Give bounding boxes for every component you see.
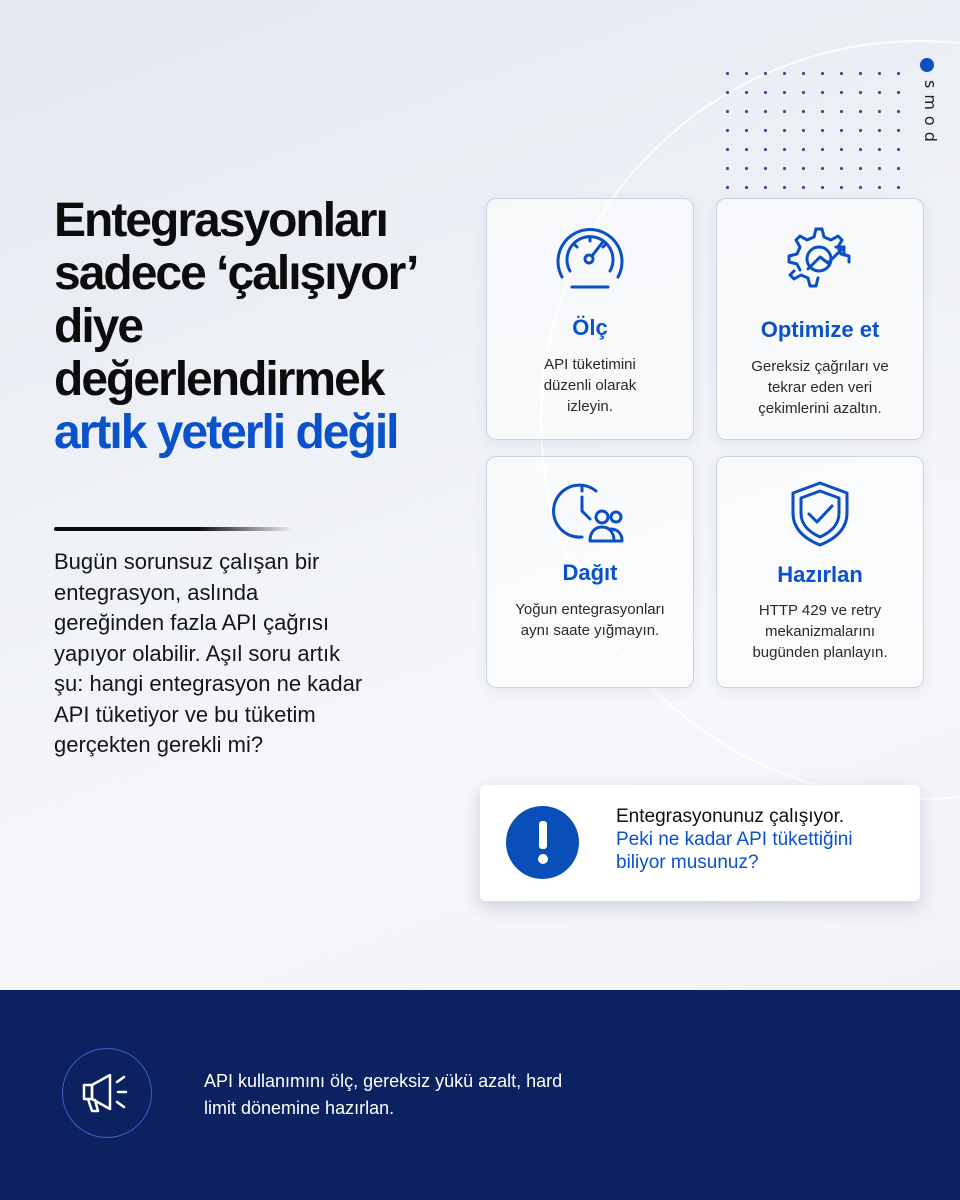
card-description: HTTP 429 ve retry mekanizmalarını bugünden planlayın.	[752, 602, 888, 661]
divider-rule	[54, 527, 294, 531]
notice-box	[480, 785, 920, 901]
card-prepare	[716, 456, 924, 688]
gauge-icon	[487, 223, 693, 291]
headline-line-1: Entegrasyonları	[54, 194, 387, 247]
gear-trend-icon	[717, 223, 923, 293]
card-distribute	[486, 456, 694, 688]
card-description: Yoğun entegrasyonları aynı saate yığmayın.	[515, 601, 665, 639]
headline-line-2: sadece ‘çalışıyor’	[54, 247, 418, 300]
notice-text	[616, 805, 906, 874]
brand-logo: smod	[921, 80, 940, 148]
dot-grid-decoration	[718, 64, 908, 194]
card-measure	[486, 198, 694, 440]
card-title: Hazırlan	[777, 562, 863, 587]
notice-line-2: Peki ne kadar API tükettiğini biliyor musunuz?	[616, 829, 853, 873]
headline-line-4: değerlendirmek	[54, 353, 384, 406]
card-description: API tüketimini düzenli olarak izleyin.	[543, 356, 637, 415]
shield-check-icon	[717, 479, 923, 549]
megaphone-icon	[62, 1048, 152, 1138]
card-title: Optimize et	[760, 317, 880, 342]
brand-dot-icon	[920, 58, 934, 72]
card-optimize	[716, 198, 924, 440]
footer-banner	[0, 990, 960, 1200]
notice-line-1: Entegrasyonunuz çalışıyor.	[616, 806, 845, 827]
headline-line-3: diye	[54, 300, 143, 353]
footer-text: API kullanımını ölç, gereksiz yükü azalt, hard limit dönemine hazırlan.	[204, 1071, 563, 1118]
card-title: Ölç	[572, 315, 608, 340]
card-description: Gereksiz çağrıları ve tekrar eden veri çekimlerini azaltın.	[751, 358, 889, 417]
clock-users-icon	[487, 479, 693, 547]
headline	[54, 194, 474, 459]
exclamation-icon	[506, 806, 579, 879]
card-title: Dağıt	[562, 560, 618, 585]
headline-accent: artık yeterli değil	[54, 406, 398, 459]
body-paragraph: Bugün sorunsuz çalışan bir entegrasyon, aslında gereğinden fazla API çağrısı yapıyor olabilir. Aşıl soru artık şu: hangi entegrasyon ne kadar API tüketiyor ve bu tüketim gerçekten gerekli mi?	[54, 549, 363, 757]
